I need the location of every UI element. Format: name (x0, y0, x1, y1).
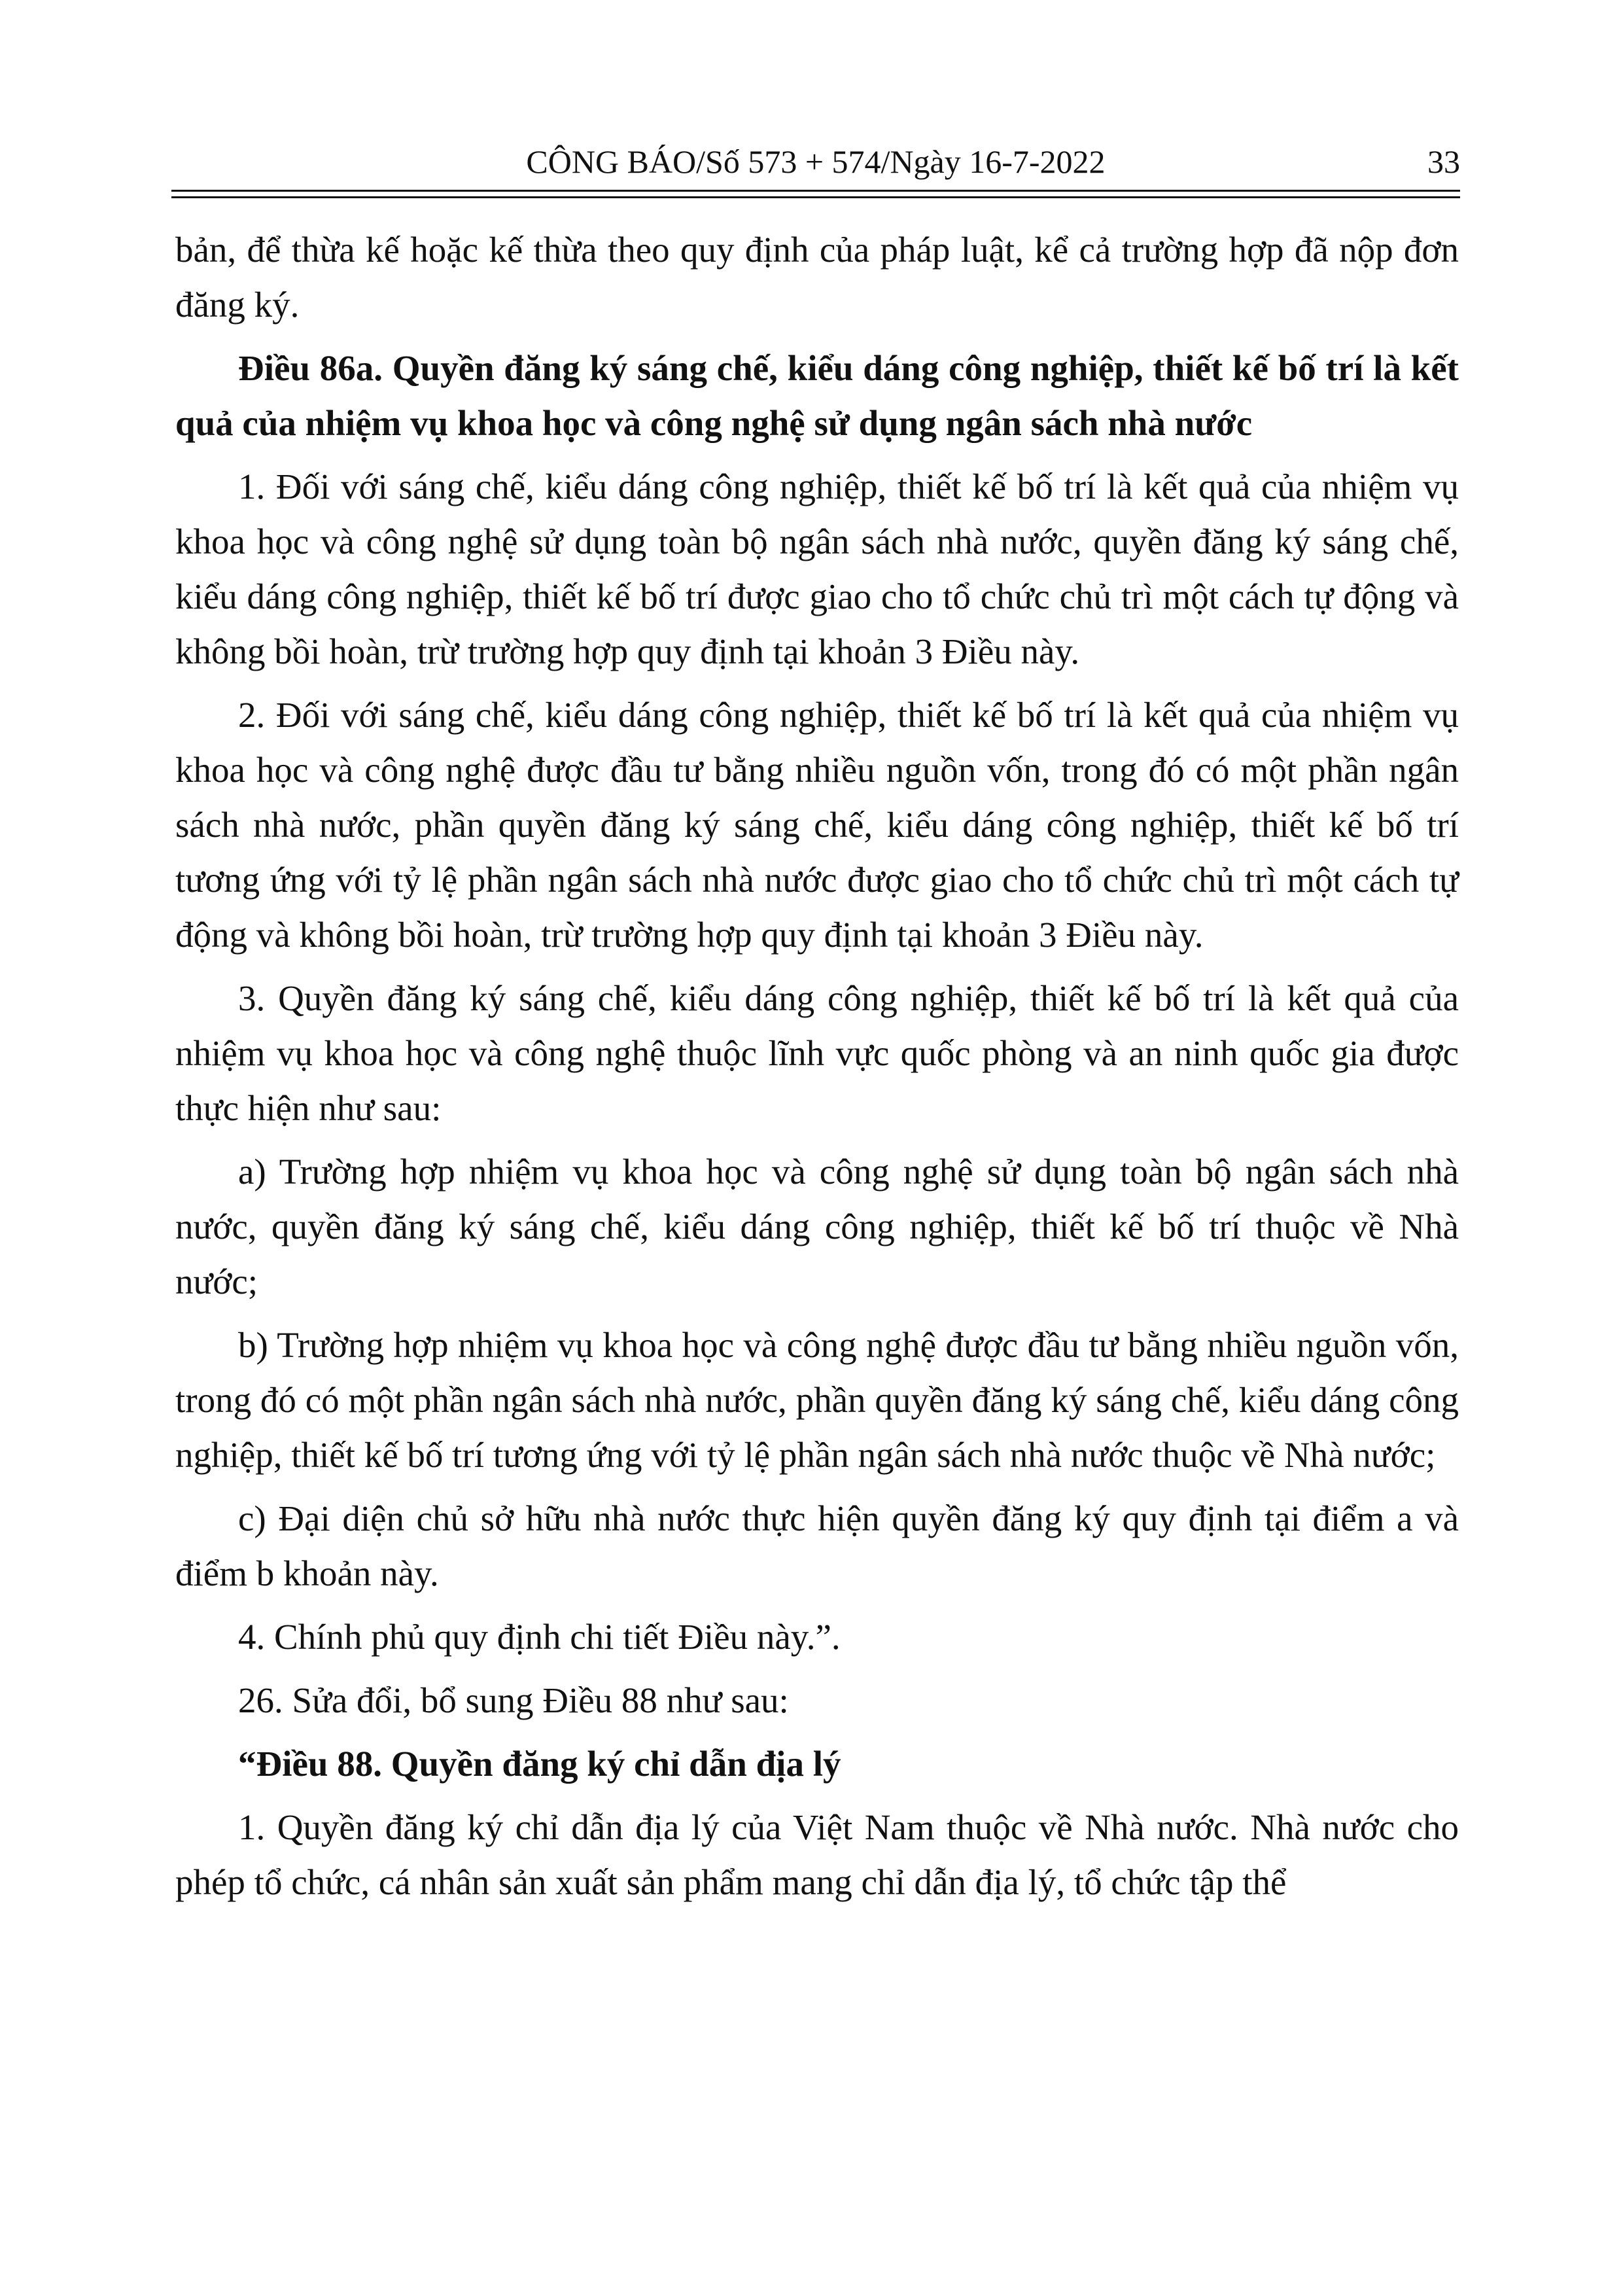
clause-2: 2. Đối với sáng chế, kiểu dáng công nghiệp, thiết kế bố trí là kết quả của nhiệm vụ khoa học và công nghệ được đầu tư bằng nhiều nguồn vốn, trong đó có một phần ngân sách nhà nước, phần quyền đăng ký sáng chế, kiểu dáng công nghiệp, thiết kế bố trí tương ứng với tỷ lệ phần ngân sách nhà nước được giao cho tổ chức chủ trì một cách tự động và không bồi hoàn, trừ trường hợp quy định tại khoản 3 Điều này. (175, 695, 1459, 955)
clause-1: 1. Đối với sáng chế, kiểu dáng công nghiệp, thiết kế bố trí là kết quả của nhiệm vụ khoa học và công nghệ sử dụng toàn bộ ngân sách nhà nước, quyền đăng ký sáng chế, kiểu dáng công nghiệp, thiết kế bố trí được giao cho tổ chức chủ trì một cách tự động và không bồi hoàn, trừ trường hợp quy định tại khoản 3 Điều này. (175, 467, 1459, 671)
point-a: a) Trường hợp nhiệm vụ khoa học và công nghệ sử dụng toàn bộ ngân sách nhà nước, quyền đăng ký sáng chế, kiểu dáng công nghiệp, thiết kế bố trí thuộc về Nhà nước; (175, 1152, 1459, 1301)
article-86a-heading: Điều 86a. Quyền đăng ký sáng chế, kiểu dáng công nghiệp, thiết kế bố trí là kết quả của nhiệm vụ khoa học và công nghệ sử dụng ngân sách nhà nước (175, 348, 1459, 443)
header-rule-top (171, 190, 1460, 192)
page-header (171, 139, 1460, 185)
point-c: c) Đại diện chủ sở hữu nhà nước thực hiện quyền đăng ký quy định tại điểm a và điểm b khoản này. (175, 1498, 1459, 1593)
article-88-clause-1: 1. Quyền đăng ký chỉ dẫn địa lý của Việt Nam thuộc về Nhà nước. Nhà nước cho phép tổ chức, cá nhân sản xuất sản phẩm mang chỉ dẫn địa lý, tổ chức tập thể (175, 1807, 1459, 1902)
article-88-heading: “Điều 88. Quyền đăng ký chỉ dẫn địa lý (238, 1744, 841, 1784)
header-rule-bottom (171, 196, 1460, 198)
clause-3: 3. Quyền đăng ký sáng chế, kiểu dáng công nghiệp, thiết kế bố trí là kết quả của nhiệm vụ khoa học và công nghệ thuộc lĩnh vực quốc phòng và an ninh quốc gia được thực hiện như sau: (175, 978, 1459, 1128)
document-body (175, 222, 1459, 1918)
point-b: b) Trường hợp nhiệm vụ khoa học và công nghệ được đầu tư bằng nhiều nguồn vốn, trong đó có một phần ngân sách nhà nước, phần quyền đăng ký sáng chế, kiểu dáng công nghiệp, thiết kế bố trí tương ứng với tỷ lệ phần ngân sách nhà nước thuộc về Nhà nước; (175, 1325, 1459, 1475)
page-number: 33 (1427, 143, 1460, 180)
paragraph-continuation: bản, để thừa kế hoặc kế thừa theo quy định của pháp luật, kể cả trường hợp đã nộp đơn đăng ký. (175, 230, 1459, 325)
amendment-26: 26. Sửa đổi, bổ sung Điều 88 như sau: (238, 1680, 789, 1720)
gazette-header-title: CÔNG BÁO/Số 573 + 574/Ngày 16-7-2022 (526, 143, 1106, 180)
clause-4: 4. Chính phủ quy định chi tiết Điều này.”. (238, 1617, 841, 1657)
